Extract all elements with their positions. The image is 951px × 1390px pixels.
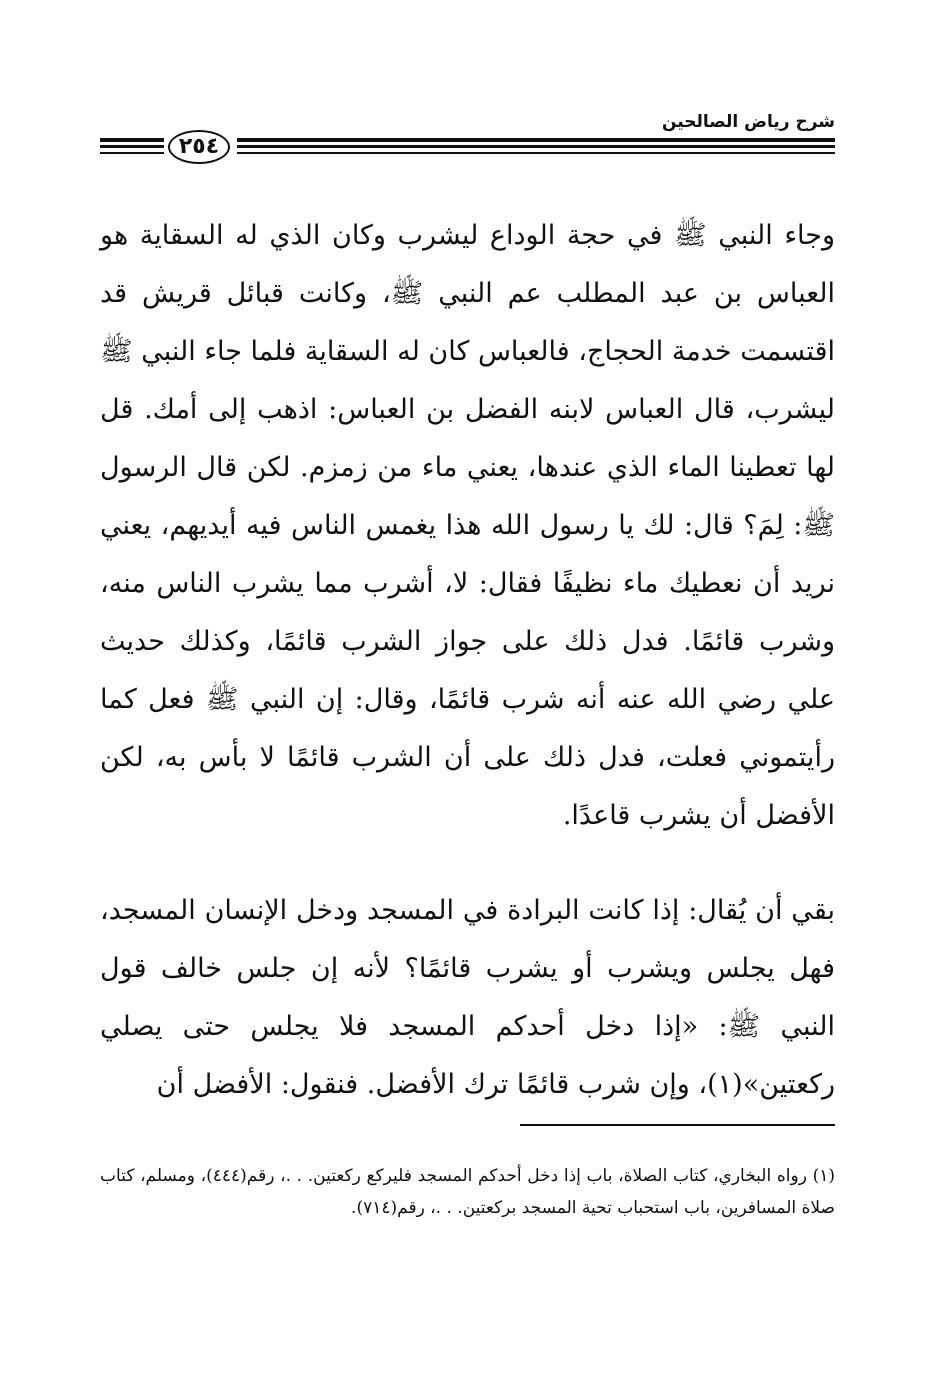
book-title: شرح رياض الصالحين (661, 112, 835, 132)
page-number: ٢٥٤ (168, 130, 230, 164)
page-header (100, 112, 835, 172)
footnote: (١) رواه البخاري، كتاب الصلاة، باب إذا دخل أحدكم المسجد فليركع ركعتين. . .، رقم(٤٤٤)، ومسلم، كتاب صلاة المسافرين، باب استحباب تحية المسجد بركعتين. . .، رقم(٧١٤). (100, 1166, 835, 1218)
footnote-separator (520, 1124, 835, 1126)
header-rule-right (237, 138, 835, 142)
header-rule-left (100, 138, 164, 142)
body-paragraph-2: بقي أن يُقال: إذا كانت البرادة في المسجد ودخل الإنسان المسجد، فهل يجلس ويشرب أو يشرب قائمًا؟ لأنه إن جلس خالف قول النبي ﷺ: «إذا دخل أحدكم المسجد فلا يجلس حتى يصلي ركعتين»(١)، وإن شرب قائمًا ترك الأفضل. فنقول: الأفضل أن (100, 895, 835, 1100)
body-paragraph-1: وجاء النبي ﷺ في حجة الوداع ليشرب وكان الذي له السقاية هو العباس بن عبد المطلب عم النبي ﷺ، وكانت قبائل قريش قد اقتسمت خدمة الحجاج، فالعباس كان له السقاية فلما جاء النبي ﷺ ليشرب، قال العباس لابنه الفضل بن العباس: اذهب إلى أمك. قل لها تعطينا الماء الذي عندها، يعني ماء من زمزم. لكن قال الرسول ﷺ: لِمَ؟ قال: لك يا رسول الله هذا يغمس الناس فيه أيديهم، يعني نريد أن نعطيك ماء نظيفًا فقال: لا، أشرب مما يشرب الناس منه، وشرب قائمًا. فدل ذلك على جواز الشرب قائمًا، وكذلك حديث علي رضي الله عنه أنه شرب قائمًا، وقال: إن النبي ﷺ فعل كما رأيتموني فعلت، فدل ذلك على أن الشرب قائمًا لا بأس به، لكن الأفضل أن يشرب قاعدًا. (100, 220, 835, 831)
